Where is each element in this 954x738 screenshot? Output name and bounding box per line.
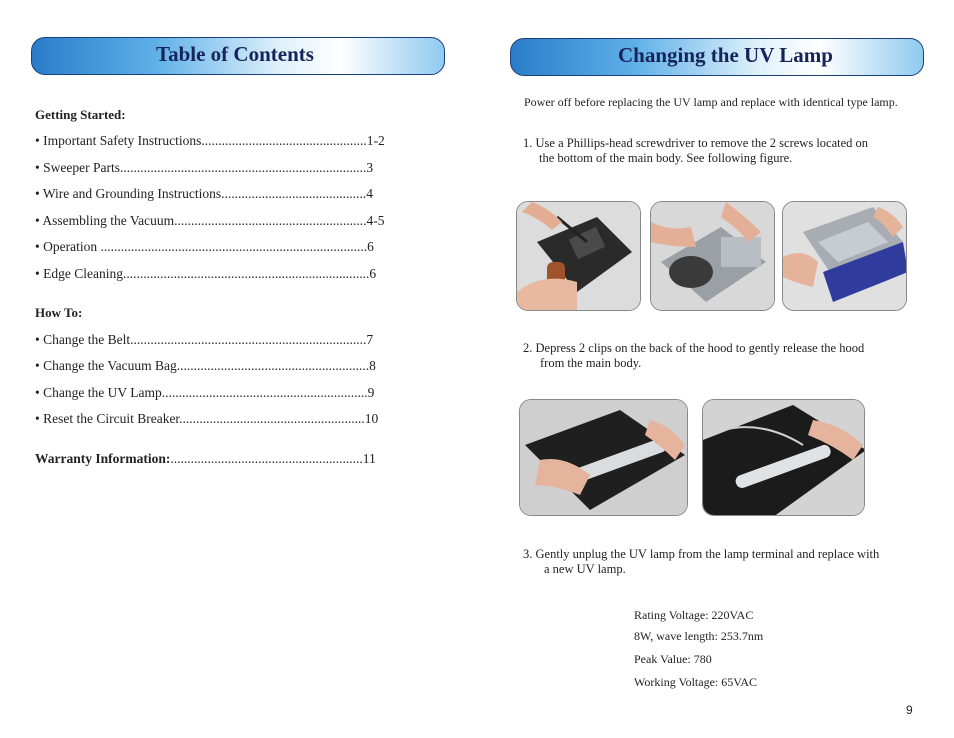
toc-item-warranty — [35, 451, 376, 467]
spec-peak-value: Peak Value: 780 — [634, 652, 712, 666]
toc-item-wire-grounding: • Wire and Grounding Instructions...........................................4 — [35, 186, 374, 201]
step-2 — [523, 341, 864, 371]
step-1-line-2: the bottom of the main body. See following figure. — [539, 151, 793, 165]
toc-title: Table of Contents — [156, 42, 314, 66]
uv-title-banner — [510, 38, 924, 76]
toc-item-safety: • Important Safety Instructions.................................................1-2 — [35, 133, 385, 148]
photo-step1-body — [650, 201, 775, 311]
uv-intro: Power off before replacing the UV lamp and replace with identical type lamp. — [524, 95, 898, 109]
page-number: 9 — [906, 703, 913, 717]
spec-wattage-wavelength: 8W, wave length: 253.7nm — [634, 629, 764, 643]
warranty-dots: .........................................................11 — [170, 451, 376, 466]
step-2-line-1: 2. Depress 2 clips on the back of the hood to gently release the hood — [523, 341, 865, 355]
step-1-line-1: 1. Use a Phillips-head screwdriver to remove the 2 screws located on — [523, 136, 869, 150]
getting-started-heading: Getting Started: — [35, 107, 126, 122]
toc-item-edge-cleaning: • Edge Cleaning.........................................................................6 — [35, 266, 377, 281]
hood-clips-illustration — [520, 400, 688, 516]
toc-title-banner — [31, 37, 445, 75]
toc-item-uv-lamp: • Change the UV Lamp.............................................................9 — [35, 385, 375, 400]
vacuum-hood-illustration — [783, 202, 907, 311]
photo-step2-clips — [519, 399, 688, 516]
step-3-line-1: 3. Gently unplug the UV lamp from the lamp terminal and replace with — [523, 547, 880, 561]
step-3 — [523, 547, 879, 577]
toc-item-vacuum-bag: • Change the Vacuum Bag.........................................................8 — [35, 358, 376, 373]
vacuum-bottom-illustration — [517, 202, 641, 311]
photo-step1-screwdriver — [516, 201, 641, 311]
toc-item-sweeper-parts: • Sweeper Parts.........................................................................3 — [35, 160, 374, 175]
photo-step2-release — [702, 399, 865, 516]
toc-item-operation: • Operation ...............................................................................6 — [35, 239, 374, 254]
toc-item-assembling: • Assembling the Vacuum.........................................................4-5 — [35, 213, 385, 228]
uv-title: Changing the UV Lamp — [618, 43, 833, 67]
step-2-line-2: from the main body. — [540, 356, 642, 370]
step-3-line-2: a new UV lamp. — [544, 562, 626, 576]
how-to-heading: How To: — [35, 305, 83, 320]
hood-release-illustration — [703, 400, 865, 516]
spec-rating-voltage: Rating Voltage: 220VAC — [634, 608, 754, 622]
vacuum-side-illustration — [651, 202, 775, 311]
toc-item-circuit-breaker: • Reset the Circuit Breaker.......................................................10 — [35, 411, 379, 426]
warranty-label: Warranty Information: — [35, 451, 171, 466]
step-1 — [523, 136, 868, 166]
photo-step1-hood — [782, 201, 907, 311]
toc-item-belt: • Change the Belt......................................................................7 — [35, 332, 374, 347]
spec-working-voltage: Working Voltage: 65VAC — [634, 675, 758, 689]
